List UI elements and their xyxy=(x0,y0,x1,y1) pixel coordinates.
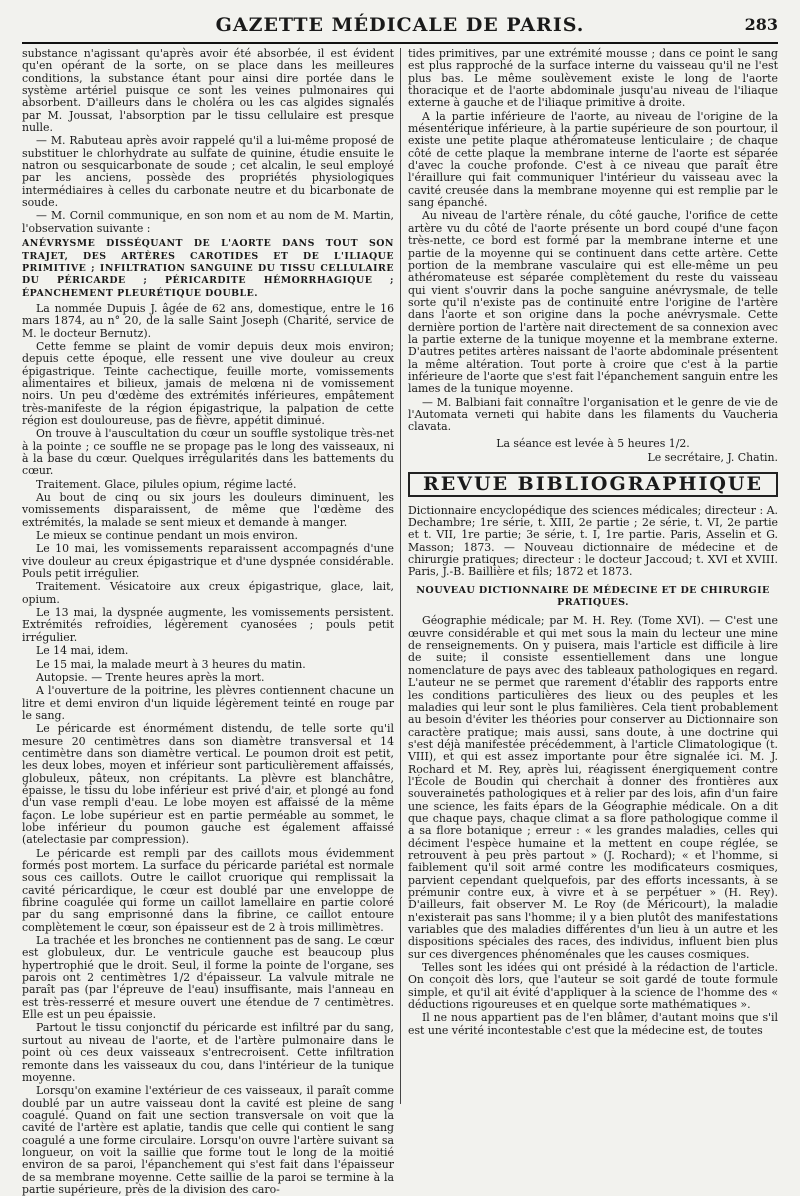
paragraph: Le 13 mai, la dyspnée augmente, les vomissements persistent. Extrémités refroidies, légèrement cyanosées ; pouls petit irrégulier. xyxy=(22,606,394,644)
page-title: GAZETTE MÉDICALE DE PARIS. xyxy=(215,14,585,36)
paragraph: tides primitives, par une extrémité mousse ; dans ce point le sang est plus rapproché de la surface interne du vaisseau qu'il ne l'est plus bas. Le même soulèvement existe le long de l'aorte thoracique et de l'aorte abdominale jusqu'au niveau de l'iliaque externe à gauche et de l'iliaque primitive à droite. xyxy=(408,47,778,110)
paragraph: La trachée et les bronches ne contiennent pas de sang. Le cœur est globuleux, dur. Le ventricule gauche est beaucoup plus hypertrophié que le droit. Seul, il forme la pointe de l'organe, ses parois ont 2 centimètres 1/2 d'épaisseur. La valvule mitrale ne paraît pas (par l'épreuve de l'eau) insuffisante, mais l'anneau en est très-resserré et mesure ouvert une étendue de 7 centimètres. Elle est un peu épaissie. xyxy=(22,934,394,1022)
paragraph: Le 14 mai, idem. xyxy=(36,644,129,658)
section-subheading: NOUVEAU DICTIONNAIRE DE MÉDECINE ET DE CHIRURGIE PRATIQUES. xyxy=(416,584,770,609)
paragraph: Telles sont les idées qui ont présidé à la rédaction de l'article. On conçoit dès lors, que l'auteur se soit gardé de toute formule simple, et qu'il ait évité d'appliquer à la science de l'homme des « déductions rigoureuses et en quelque sorte mathématiques ». xyxy=(408,961,778,1012)
paragraph: A l'ouverture de la poitrine, les plèvres contiennent chacune un litre et demi environ d'un liquide légèrement teinté en rouge par le sang. xyxy=(22,684,394,722)
paragraph: Dictionnaire encyclopédique des sciences médicales; directeur : A. Dechambre; 1re série, t. XIII, 2e partie ; 2e série, t. VI, 2e partie et t. VII, 1re partie; 3e série, t. I, 1re partie. Paris, Asselin et G. Masson; 1873. — Nouveau dictionnaire de médecine et de chirurgie pratiques; directeur : le docteur Jaccoud; t. XVI et XVIII. Paris, J.-B. Baillière et fils; 1872 et 1873. xyxy=(408,503,778,579)
paragraph: On trouve à l'auscultation du cœur un souffle systolique très-net à la pointe ; ce souffle ne se propage pas le long des vaisseaux, ni à la base du cœur. Quelques irrégularités dans les battements du cœur. xyxy=(22,427,394,478)
paragraph: Traitement. Vésicatoire aux creux épigastrique, glace, lait, opium. xyxy=(22,580,394,606)
right-column xyxy=(408,48,778,1104)
paragraph: Le péricarde est rempli par des caillots mous évidemment formés post mortem. La surface du péricarde pariétal est normale sous ces caillots. Outre le caillot cruorique qui remplissait la cavité péricardique, le cœur est doublé par une enveloppe de fibrine coagulée qui forme un caillot lamellaire en partie coloré par du sang emprisonné dans la fibrine, ce caillot entoure complètement le cœur, son épaisseur est de 2 à trois millimètres. xyxy=(22,846,394,934)
paragraph: — M. Rabuteau après avoir rappelé qu'il a lui-même proposé de substituer le chlorhydrate au sulfate de quinine, étudie ensuite le natron ou sesquicarbonate de soude ; cet alcalin, le seul employé par les anciens, possède des propriétés physiologiques intermédiaires à celles du carbonate neutre et du bicarbonate de soude. xyxy=(22,134,394,210)
paragraph: Traitement. Glace, pilules opium, régime lacté. xyxy=(36,477,297,491)
paragraph: Cette femme se plaint de vomir depuis deux mois environ; depuis cette époque, elle ressent une vive douleur au creux épigastrique. Teinte cachectique, feuille morte, vomissements alimentaires et bilieux, jamais de melœna ni de vomissement noirs. Un peu d'œdème des extrémités inférieures, empâtement très-manifeste de la région épigastrique, la palpation de cette région est douloureuse, pas de fièvre, appétit diminué. xyxy=(22,339,394,427)
paragraph: Le mieux se continue pendant un mois environ. xyxy=(36,529,298,543)
page-header xyxy=(22,12,778,44)
seance-closing: La séance est levée à 5 heures 1/2. xyxy=(496,436,690,450)
review-section-banner xyxy=(408,472,778,496)
paragraph: Au bout de cinq ou six jours les douleurs diminuent, les vomissements disparaissent, de même que l'œdème des extrémités, la malade se sent mieux et demande à manger. xyxy=(22,491,394,529)
paragraph: A la partie inférieure de l'aorte, au niveau de l'origine de la mésentérique inférieure, à la partie supérieure de son pourtour, il existe une petite plaque athéromateuse lenticulaire ; de chaque côté de cette plaque la membrane interne de l'aorte est séparée d'avec la couche profonde. C'est à ce niveau que paraît être l'éraillure qui fait communiquer l'intérieur du vaisseau avec la cavité creusée dans la membrane moyenne qui est remplie par le sang épanché. xyxy=(408,109,778,210)
paragraph: Lorsqu'on examine l'extérieur de ces vaisseaux, il paraît comme doublé par un autre vaisseau dont la cavité est pleine de sang coagulé. Quand on fait une section transversale on voit que la cavité de l'artère est aplatie, tandis que celle qui contient le sang coagulé a une forme circulaire. Lorsqu'on ouvre l'artère suivant sa longueur, on voit la saillie que forme tout le long de la moitié environ de sa paroi, l'épanchement qui s'est fait dans l'épaisseur de sa membrane moyenne. Cette saillie de la paroi se termine à la partie supérieure, près de la division des caro- xyxy=(22,1084,394,1196)
article-heading: ANÉVRYSME DISSÉQUANT DE L'AORTE DANS TOUT SON TRAJET, DES ARTÈRES CAROTIDES ET DE L'ILIAQUE PRIMITIVE ; INFILTRATION SANGUINE DU TISSU CELLULAIRE DU PÉRICARDE ; PÉRICARDITE HÉMORRHAGIQUE ; ÉPANCHEMENT PLEURÉTIQUE DOUBLE. xyxy=(22,238,394,299)
review-section-title: REVUE BIBLIOGRAPHIQUE xyxy=(423,473,763,496)
paragraph: Le péricarde est énormément distendu, de telle sorte qu'il mesure 20 centimètres dans son diamètre transversal et 14 centimètre dans son diamètre vertical. Le poumon droit est petit, les deux lobes, moyen et inférieur sont particulièrement affaissés, globuleux, pâteux, non crépitants. La plèvre est blanchâtre, épaisse, le tissu du lobe inférieur est privé d'air, et plongé au fond d'un vase rempli d'eau. Le lobe moyen est affaissé de la même façon. Le lobe supérieur est en partie perméable au sommet, le lobe inférieur du poumon gauche est également affaissé (atelectasie par compression). xyxy=(22,722,394,847)
paragraph: Autopsie. — Trente heures après la mort. xyxy=(36,670,265,684)
paragraph: substance n'agissant qu'après avoir été absorbée, il est évident qu'en opérant de la sorte, on se place dans les meilleures conditions, la substance étant pour ainsi dire portée dans le système artériel puisque ce sont les veines pulmonaires qui absorbent. D'ailleurs dans le choléra ou les cas algides signalés par M. Joussat, l'absorption par le tissu cellulaire est presque nulle. xyxy=(22,47,394,135)
paragraph: Le 15 mai, la malade meurt à 3 heures du matin. xyxy=(36,657,306,671)
paragraph: Il ne nous appartient pas de l'en blâmer, d'autant moins que s'il est une vérité incontestable c'est que la médecine est, de toutes xyxy=(408,1011,778,1037)
paragraph: La nommée Dupuis J. âgée de 62 ans, domestique, entre le 16 mars 1874, au n° 20, de la salle Saint Joseph (Charité, service de M. le docteur Bernutz). xyxy=(22,301,394,340)
paragraph: Géographie médicale; par M. H. Rey. (Tome XVI). — C'est une œuvre considérable et qui met sous la main du lecteur une mine de renseignements. On y puisera, mais l'article est difficile à lire de suite; il consiste essentiellement dans une longue nomenclature de pays avec des tableaux pathologiques en regard. L'auteur ne se permet que rarement d'établir des rapports entre les conditions particulières des lieux ou des peuples et les maladies qui leur sont le plus familières. Cela tient probablement au besoin d'éviter les théories pour conserver au Dictionnaire son caractère pratique; mais aussi, sans doute, à une doctrine qui s'est déjà manifestée précédemment, à l'article Climatologique (t. VIII), et qui est assez importante pour être signalée ici. M. J. Rochard et M. Rey, après lui, réagissent énergiquement contre l'École de Boudin qui cherchait à donner des frontières aux souverainetés pathologiques et à relier par des lois, afin d'un faire une science, les faits épars de la Géographie médicale. On a dit que chaque pays, chaque climat a sa flore pathologique comme il a sa flore botanique ; erreur : « les grandes maladies, celles qui déciment l'espèce humaine et la mettent en coupe réglée, se retrouvent à peu près partout » (J. Rochard); « et l'homme, si faiblement qu'il soit armé contre les modificateurs cosmiques, parvient cependant quelquefois, par des efforts incessants, à se prémunir contre eux, à vivre et à se perpétuer » (H. Rey). D'ailleurs, fait observer M. Le Roy (de Méricourt), la maladie n'existerait pas sans l'homme; il y a bien plutôt des manifestations variables que des maladies différentes d'un lieu à un autre et les dispositions spéciales des races, des individus, influent bien plus sur ces divergences phénoménales que les causes cosmiques. xyxy=(408,614,778,961)
paragraph: Le 10 mai, les vomissements reparaissent accompagnés d'une vive douleur au creux épigastrique et d'une dyspnée considérable. Pouls petit irrégulier. xyxy=(22,542,394,581)
paragraph: — M. Balbiani fait connaître l'organisation et le genre de vie de l'Automata verneti qui habite dans les filaments du Vaucheria clavata. xyxy=(408,395,778,434)
secretary-signature: Le secrétaire, J. Chatin. xyxy=(647,451,778,464)
column-divider xyxy=(400,48,401,1104)
paragraph: Partout le tissu conjonctif du péricarde est infiltré par du sang, surtout au niveau de l'aorte, et de l'artère pulmonaire dans le point où ces deux vaisseaux s'entrecroisent. Cette infiltration remonte dans les vaisseaux du cou, dans l'intérieur de la tunique moyenne. xyxy=(22,1021,394,1084)
paragraph: — M. Cornil communique, en son nom et au nom de M. Martin, l'observation suivante : xyxy=(22,209,394,235)
paragraph: Au niveau de l'artère rénale, du côté gauche, l'orifice de cette artère vu du côté de l'aorte présente un bord coupé d'une façon très-nette, ce bord est formé par la membrane interne et une partie de la moyenne qui se continuent dans cette artère. Cette portion de la membrane vasculaire qui est elle-même un peu athéromateuse est séparée complètement du reste du vaisseau qui vient s'ouvrir dans la poche sanguine anévrysmale, de telle sorte qu'il n'existe pas de continuité entre l'origine de l'artère dans l'aorte et son origine dans la poche anévrysmale. Cette dernière portion de l'artère nait directement de sa connexion avec la partie externe de la tunique moyenne et la membrane externe. D'autres petites artères naissant de l'aorte abdominale présentent la même altération. Tout porte à croire que c'est à la partie inférieure de l'aorte que s'est fait l'épanchement sanguin entre les lames de la tunique moyenne. xyxy=(408,209,778,396)
left-column xyxy=(22,47,394,1196)
page-number: 283 xyxy=(744,15,778,34)
